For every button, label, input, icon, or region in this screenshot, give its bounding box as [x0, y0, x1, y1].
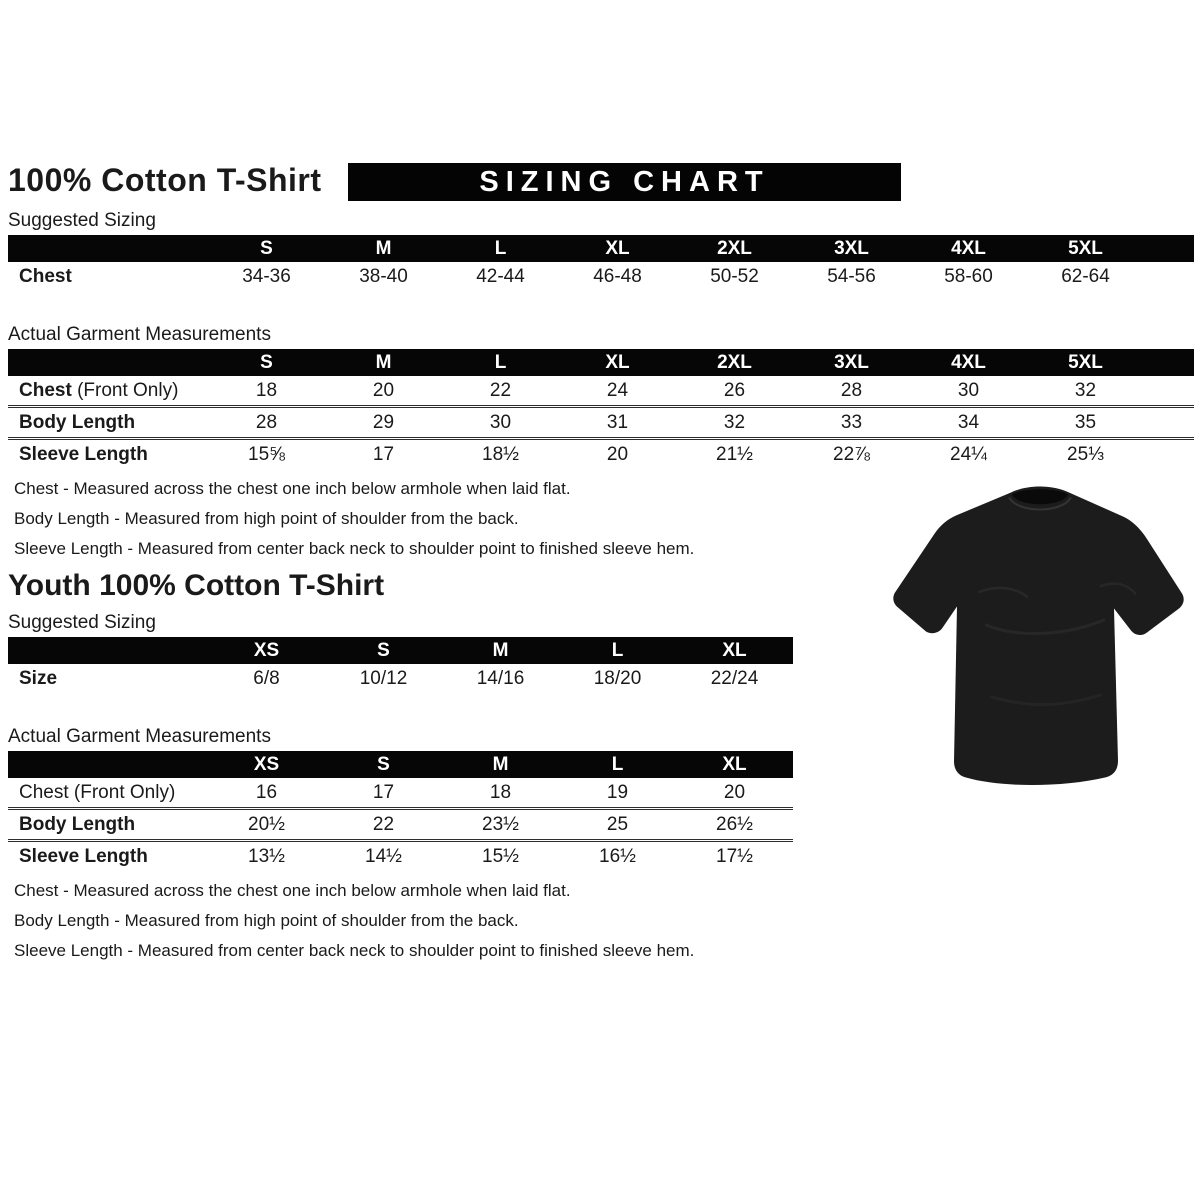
- column-header: M: [375, 237, 392, 259]
- cell-value: 6/8: [253, 667, 280, 689]
- cell-value: 15½: [482, 845, 519, 867]
- table-row-size: [8, 664, 793, 693]
- cell-value: 16½: [599, 845, 636, 867]
- adult-actual-measurements-label: Actual Garment Measurements: [8, 324, 271, 345]
- cell-value: 62-64: [1061, 265, 1110, 287]
- note-sleeve-length: Sleeve Length - Measured from center back neck to shoulder point to finished sleeve hem.: [14, 941, 695, 960]
- cell-value: 25⅓: [1067, 443, 1104, 465]
- cell-value: 23½: [482, 813, 519, 835]
- cell-value: 16: [255, 781, 278, 803]
- column-header: 4XL: [951, 237, 986, 259]
- cell-value: 20: [372, 379, 395, 401]
- youth-suggested-sizing-label: Suggested Sizing: [8, 612, 156, 633]
- column-header: L: [611, 753, 624, 775]
- cell-value: 28: [840, 379, 863, 401]
- cell-value: 24: [606, 379, 629, 401]
- column-header: S: [260, 237, 273, 259]
- cell-value: 18: [489, 781, 512, 803]
- sizing-chart-banner: SIZING CHART: [348, 163, 901, 201]
- cell-value: 34-36: [242, 265, 291, 287]
- cell-value: 26: [723, 379, 746, 401]
- row-label: Chest (Front Only): [19, 781, 176, 803]
- cell-value: 35: [1074, 411, 1097, 433]
- table-header-row: [8, 349, 1194, 376]
- column-header: S: [377, 753, 390, 775]
- cell-value: 20½: [248, 813, 285, 835]
- table-row-chest-front-only: [8, 376, 1194, 405]
- cell-value: 29: [372, 411, 395, 433]
- youth-actual-measurements-table: [8, 751, 793, 871]
- table-row-sleeve-length: [8, 437, 1194, 469]
- note-chest: Chest - Measured across the chest one inch below armhole when laid flat.: [14, 479, 571, 498]
- youth-measurement-notes: [8, 881, 1196, 960]
- row-label: Sleeve Length: [19, 845, 148, 867]
- cell-value: 17½: [716, 845, 753, 867]
- cell-value: 50-52: [710, 265, 759, 287]
- page-title: 100% Cotton T-Shirt: [8, 162, 322, 198]
- note-sleeve-length: Sleeve Length - Measured from center back neck to shoulder point to finished sleeve hem.: [14, 539, 695, 558]
- cell-value: 26½: [716, 813, 753, 835]
- cell-value: 18/20: [593, 667, 642, 689]
- cell-value: 14/16: [476, 667, 525, 689]
- column-header: L: [494, 237, 507, 259]
- tshirt-image: [890, 474, 1190, 810]
- column-header: XL: [722, 753, 747, 775]
- cell-value: 58-60: [944, 265, 993, 287]
- adult-suggested-sizing-table: [8, 235, 1194, 291]
- column-header: L: [494, 351, 507, 373]
- table-header-row: [8, 751, 793, 778]
- table-row-body-length: [8, 405, 1194, 437]
- column-header: 3XL: [834, 351, 869, 373]
- cell-value: 54-56: [827, 265, 876, 287]
- column-header: XL: [722, 639, 747, 661]
- column-header: 4XL: [951, 351, 986, 373]
- youth-section-title: Youth 100% Cotton T-Shirt: [8, 569, 385, 602]
- cell-value: 20: [723, 781, 746, 803]
- cell-value: 30: [489, 411, 512, 433]
- column-header: XS: [253, 639, 280, 661]
- column-header: XL: [605, 237, 630, 259]
- row-label: Sleeve Length: [19, 443, 148, 465]
- column-header: S: [377, 639, 390, 661]
- cell-value: 28: [255, 411, 278, 433]
- cell-value: 18: [255, 379, 278, 401]
- adult-actual-measurements-table: [8, 349, 1194, 469]
- table-row-sleeve-length: [8, 839, 793, 871]
- cell-value: 15⅝: [248, 443, 285, 465]
- cell-value: 30: [957, 379, 980, 401]
- column-header: 2XL: [717, 351, 752, 373]
- column-header: 5XL: [1068, 237, 1103, 259]
- note-body-length: Body Length - Measured from high point of shoulder from the back.: [14, 911, 519, 930]
- row-label: Chest (Front Only): [19, 379, 179, 401]
- cell-value: 17: [372, 443, 395, 465]
- cell-value: 22/24: [710, 667, 759, 689]
- table-row-chest-front-only: [8, 778, 793, 807]
- cell-value: 18½: [482, 443, 519, 465]
- cell-value: 22⅞: [833, 443, 870, 465]
- row-label: Body Length: [19, 813, 136, 835]
- cell-value: 19: [606, 781, 629, 803]
- column-header: 2XL: [717, 237, 752, 259]
- cell-value: 17: [372, 781, 395, 803]
- cell-value: 33: [840, 411, 863, 433]
- table-header-row: [8, 235, 1194, 262]
- cell-value: 31: [606, 411, 629, 433]
- cell-value: 20: [606, 443, 629, 465]
- row-label: Size: [19, 667, 58, 689]
- cell-value: 42-44: [476, 265, 525, 287]
- cell-value: 25: [606, 813, 629, 835]
- table-header-row: [8, 637, 793, 664]
- column-header: 5XL: [1068, 351, 1103, 373]
- column-header: L: [611, 639, 624, 661]
- row-label: Body Length: [19, 411, 136, 433]
- column-header: 3XL: [834, 237, 869, 259]
- column-header: M: [492, 753, 509, 775]
- cell-value: 34: [957, 411, 980, 433]
- youth-actual-measurements-label: Actual Garment Measurements: [8, 726, 271, 747]
- cell-value: 22: [489, 379, 512, 401]
- cell-value: 13½: [248, 845, 285, 867]
- spacer: [8, 291, 1196, 315]
- column-header: M: [492, 639, 509, 661]
- adult-suggested-sizing-label: Suggested Sizing: [8, 210, 156, 231]
- cell-value: 38-40: [359, 265, 408, 287]
- table-row-body-length: [8, 807, 793, 839]
- cell-value: 32: [723, 411, 746, 433]
- cell-value: 32: [1074, 379, 1097, 401]
- cell-value: 24¼: [950, 443, 987, 465]
- column-header: XL: [605, 351, 630, 373]
- row-label: Chest: [19, 265, 72, 287]
- cell-value: 22: [372, 813, 395, 835]
- cell-value: 14½: [365, 845, 402, 867]
- cell-value: 21½: [716, 443, 753, 465]
- youth-suggested-sizing-table: [8, 637, 793, 693]
- cell-value: 10/12: [359, 667, 408, 689]
- black-tshirt-graphic: [890, 474, 1190, 810]
- header-row: [8, 162, 1196, 201]
- column-header: M: [375, 351, 392, 373]
- note-chest: Chest - Measured across the chest one inch below armhole when laid flat.: [14, 881, 571, 900]
- column-header: S: [260, 351, 273, 373]
- note-body-length: Body Length - Measured from high point of shoulder from the back.: [14, 509, 519, 528]
- column-header: XS: [253, 753, 280, 775]
- cell-value: 46-48: [593, 265, 642, 287]
- table-row-chest: [8, 262, 1194, 291]
